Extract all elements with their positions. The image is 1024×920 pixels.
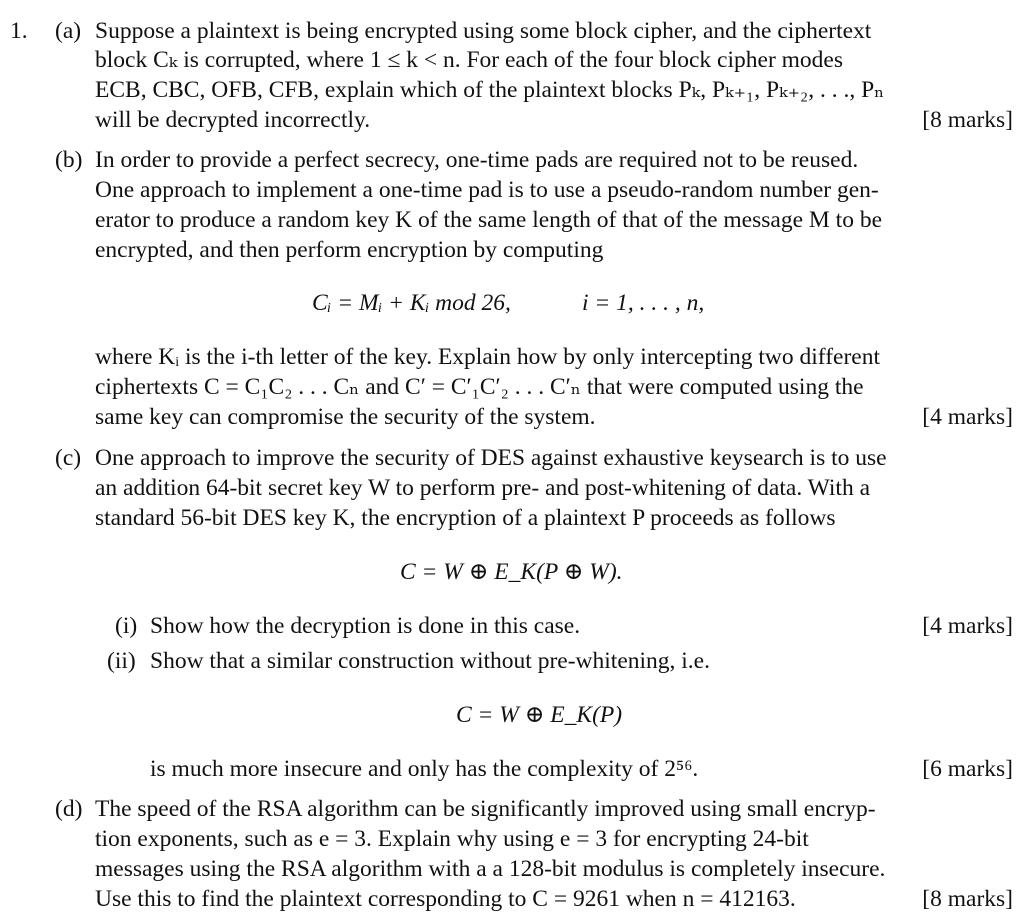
- part-c-line-3: standard 56-bit DES key K, the encryption of a plaintext P proceeds as follows: [95, 505, 836, 531]
- part-d-line-1: The speed of the RSA algorithm can be significantly improved using small encryp-: [95, 796, 876, 822]
- part-c-i-text: Show how the decryption is done in this case.: [150, 613, 581, 639]
- part-c-ii-label: (ii): [107, 648, 136, 674]
- part-a-line-1: Suppose a plaintext is being encrypted using some block cipher, and the ciphertext: [95, 18, 872, 44]
- part-c-i-marks: [4 marks]: [922, 613, 1013, 639]
- part-d-line-4: Use this to find the plaintext corresponding to C = 9261 when n = 412163.: [95, 886, 796, 912]
- part-c-line-1: One approach to improve the security of DES against exhaustive keysearch is to use: [95, 445, 887, 471]
- part-a-line-3: ECB, CBC, OFB, CFB, explain which of the plaintext blocks Pₖ, Pₖ₊₁, Pₖ₊₂, . . ., Pₙ: [95, 77, 885, 103]
- part-a-marks: [8 marks]: [922, 107, 1013, 133]
- part-c-ii-equation: C = W ⊕ E_K(P): [456, 702, 623, 728]
- part-c-line-2: an addition 64-bit secret key W to perform pre- and post-whitening of data. With a: [95, 475, 870, 501]
- part-c-ii-marks: [6 marks]: [922, 756, 1013, 782]
- part-c-label: (c): [55, 445, 82, 471]
- part-c-i-label: (i): [115, 613, 138, 639]
- part-b-line-2: One approach to implement a one-time pad is to use a pseudo-random number gen-: [95, 177, 879, 203]
- part-a-line-4: will be decrypted incorrectly.: [95, 107, 371, 133]
- part-b-marks: [4 marks]: [922, 404, 1013, 430]
- part-b-line-1: In order to provide a perfect secrecy, one-time pads are required not to be reused.: [95, 147, 859, 173]
- part-a-label: (a): [55, 18, 82, 44]
- part-c-ii-after: is much more insecure and only has the complexity of 2⁵⁶.: [150, 756, 699, 782]
- question-number: 1.: [10, 18, 28, 44]
- part-c-ii-text: Show that a similar construction without pre-whitening, i.e.: [150, 648, 710, 674]
- part-c-equation: C = W ⊕ E_K(P ⊕ W).: [400, 559, 623, 585]
- part-b-line-4: encrypted, and then perform encryption by computing: [95, 237, 604, 263]
- part-d-label: (d): [55, 796, 83, 822]
- part-d-marks: [8 marks]: [922, 886, 1013, 912]
- part-b-equation: Cᵢ = Mᵢ + Kᵢ mod 26,: [312, 290, 511, 316]
- part-b-after-line-3: same key can compromise the security of the system.: [95, 404, 596, 430]
- part-b-line-3: erator to produce a random key K of the same length of that of the message M to be: [95, 207, 882, 233]
- part-b-equation-range: i = 1, . . . , n,: [582, 290, 705, 316]
- part-b-after-line-1: where Kᵢ is the i-th letter of the key. Explain how by only intercepting two different: [95, 344, 881, 370]
- part-d-line-3: messages using the RSA algorithm with a a 128-bit modulus is completely insecure.: [95, 856, 886, 882]
- part-b-after-line-2: ciphertexts C = C₁C₂ . . . Cₙ and C′ = C′₁C′₂ . . . C′ₙ that were computed using the: [95, 374, 864, 400]
- part-b-label: (b): [55, 147, 83, 173]
- part-a-line-2: block Cₖ is corrupted, where 1 ≤ k < n. For each of the four block cipher modes: [95, 47, 844, 73]
- part-d-line-2: tion exponents, such as e = 3. Explain why using e = 3 for encrypting 24-bit: [95, 826, 809, 852]
